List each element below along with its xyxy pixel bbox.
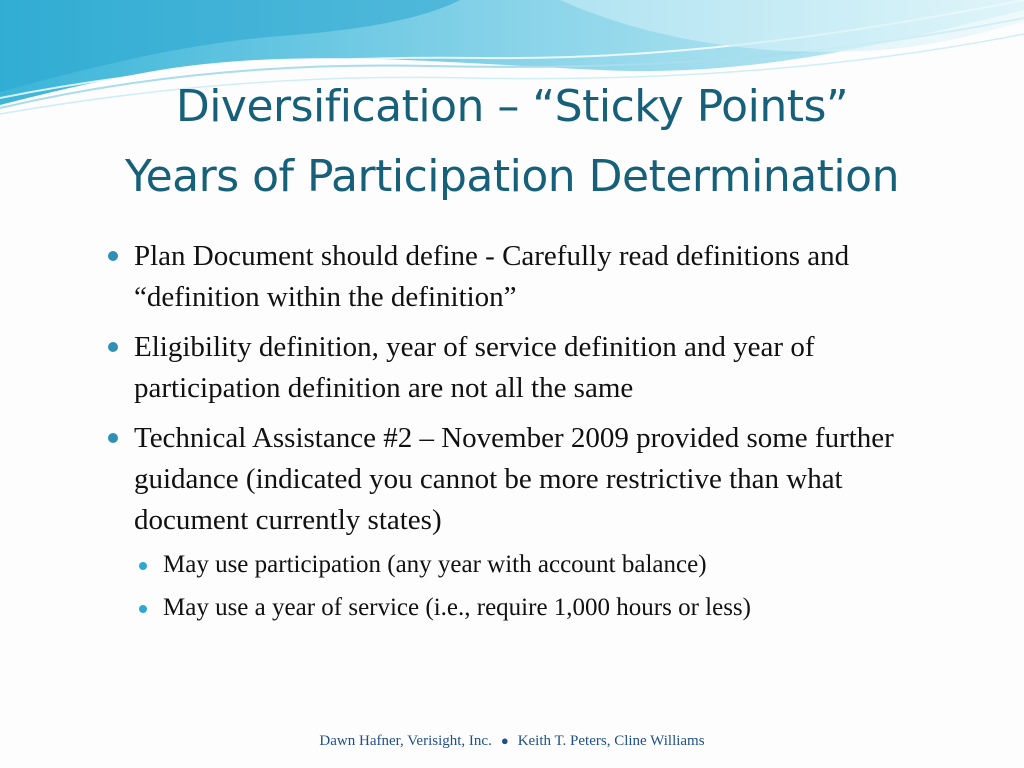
slide-title [0, 72, 1024, 212]
sub-bullet-item [133, 592, 935, 624]
bullet-text: Eligibility definition, year of service definition and year of participation definition are not all the same [134, 331, 815, 404]
bullet-dot-icon [108, 342, 118, 352]
bullet-list [105, 236, 935, 624]
footer-separator: ● [500, 733, 509, 748]
sub-bullet-text: May use a year of service (i.e., require 1,000 hours or less) [163, 594, 751, 621]
footer-left: Dawn Hafner, Verisight, Inc. [319, 733, 492, 749]
bullet-text: Technical Assistance #2 – November 2009 provided some further guidance (indicated you cannot be more restrictive than what document currently states) [134, 422, 894, 536]
footer-right: Keith T. Peters, Cline Williams [517, 733, 705, 749]
sub-bullet-dot-icon [139, 605, 147, 613]
bullet-item [105, 236, 935, 318]
bullet-item [105, 327, 935, 409]
sub-bullet-item [133, 549, 935, 581]
sub-bullet-dot-icon [139, 562, 147, 570]
slide-footer [0, 733, 1024, 750]
sub-bullet-text: May use participation (any year with account balance) [163, 551, 707, 578]
bullet-item [105, 418, 935, 624]
bullet-dot-icon [108, 433, 118, 443]
bullet-dot-icon [108, 251, 118, 261]
slide-body [105, 236, 935, 635]
bullet-text: Plan Document should define - Carefully read definitions and “definition within the definition” [134, 240, 850, 313]
title-line-2: Years of Participation Determination [125, 151, 899, 202]
sub-bullet-list [134, 549, 935, 624]
title-line-1: Diversification – “Sticky Points” [175, 81, 849, 132]
